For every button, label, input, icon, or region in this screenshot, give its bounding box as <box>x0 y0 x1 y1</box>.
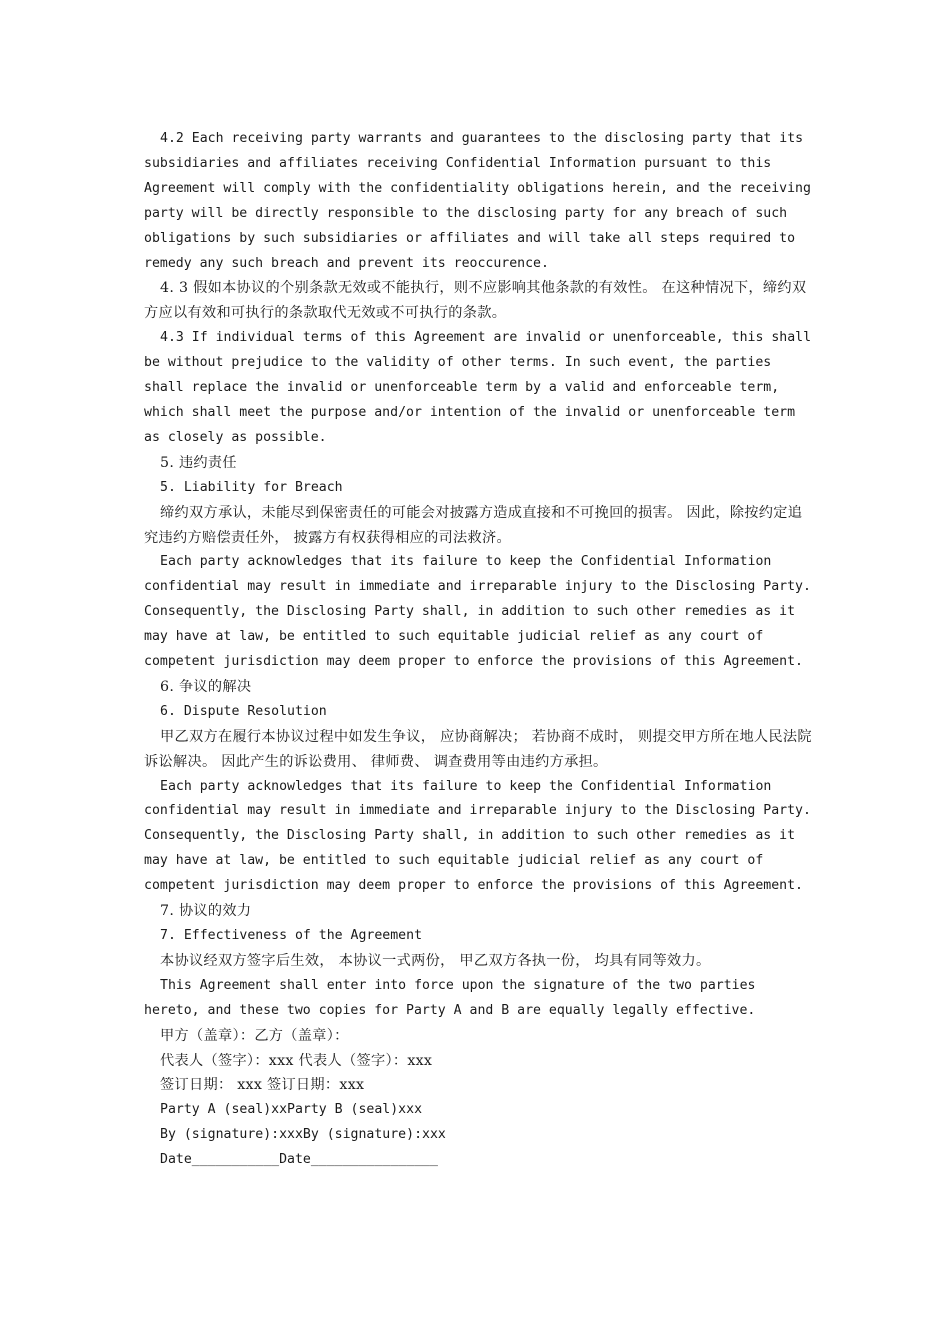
paragraph: Each party acknowledges that its failure to keep the Confidential Information confidential may result in immediate and irreparable injury to the Disclosing Party. Consequently, the Disclosing Party shall, in addition to such other remedies as it may have at law, be entitled to such equitable judicial relief as any court of competent jurisdiction may deem proper to enforce the provisions of this Agreement. <box>144 554 811 670</box>
paragraph: 甲乙双方在履行本协议过程中如发生争议， 应协商解决； 若协商不成时， 则提交甲方所在地人民法院诉讼解决。 因此产生的诉讼费用、 律师费、 调查费用等由违约方承担。 <box>144 728 812 770</box>
paragraph: 缔约双方承认，未能尽到保密责任的可能会对披露方造成直接和不可挽回的损害。 因此，除按约定追究违约方赔偿责任外， 披露方有权获得相应的司法救济。 <box>144 504 803 546</box>
paragraph: 6. 争议的解决 <box>160 678 252 695</box>
paragraph: By (signature):xxxBy (signature):xxx <box>160 1127 446 1143</box>
paragraph: 代表人（签字）：xxx 代表人（签字）：xxx <box>160 1052 433 1069</box>
paragraph: Each party acknowledges that its failure to keep the Confidential Information confidential may result in immediate and irreparable injury to the Disclosing Party. Consequently, the Disclosing Party shall, in addition to such other remedies as it may have at law, be entitled to such equitable judicial relief as any court of competent jurisdiction may deem proper to enforce the provisions of this Agreement. <box>144 778 811 894</box>
paragraph: 7. Effectiveness of the Agreement <box>160 928 423 943</box>
paragraph: Party A (seal)xxParty B (seal)xxx <box>160 1102 423 1118</box>
paragraph: 5. 违约责任 <box>160 454 237 471</box>
paragraph: Date___________Date________________ <box>160 1152 438 1168</box>
paragraph: 5. Liability for Breach <box>160 479 343 495</box>
paragraph: 6. Dispute Resolution <box>160 703 327 719</box>
paragraph: 4.3 If individual terms of this Agreement are invalid or unenforceable, this shall be without prejudice to the validity of other terms. In such event, the parties shall replace the invalid or unenforceable term by a valid and enforceable term, which shall meet the purpose and/or intention of the invalid or unenforceable term as closely as possible. <box>144 330 812 445</box>
paragraph: 4.2 Each receiving party warrants and guarantees to the disclosing party that its subsidiaries and affiliates receiving Confidential Information pursuant to this Agreement will comply with the confidentiality obligations herein, and the receiving party will be directly responsible to the disclosing party for any breach of such obligations by such subsidiaries or affiliates and will take all steps required to remedy any such breach and prevent its reoccurence. <box>144 131 811 271</box>
paragraph: 签订日期： xxx 签订日期：xxx <box>160 1077 365 1094</box>
paragraph: This Agreement shall enter into force upon the signature of the two parties hereto, and these two copies for Party A and B are equally legally effective. <box>144 977 756 1018</box>
paragraph: 4. 3 假如本协议的个别条款无效或不能执行，则不应影响其他条款的有效性。 在这种情况下，缔约双方应以有效和可执行的条款取代无效或不可执行的条款。 <box>144 280 807 322</box>
paragraph: 本协议经双方签字后生效， 本协议一式两份， 甲乙双方各执一份， 均具有同等效力。 <box>160 952 711 969</box>
document-body <box>144 127 814 1173</box>
paragraph: 7. 协议的效力 <box>160 903 252 920</box>
paragraph: 甲方（盖章）：乙方（盖章）： <box>160 1027 349 1044</box>
